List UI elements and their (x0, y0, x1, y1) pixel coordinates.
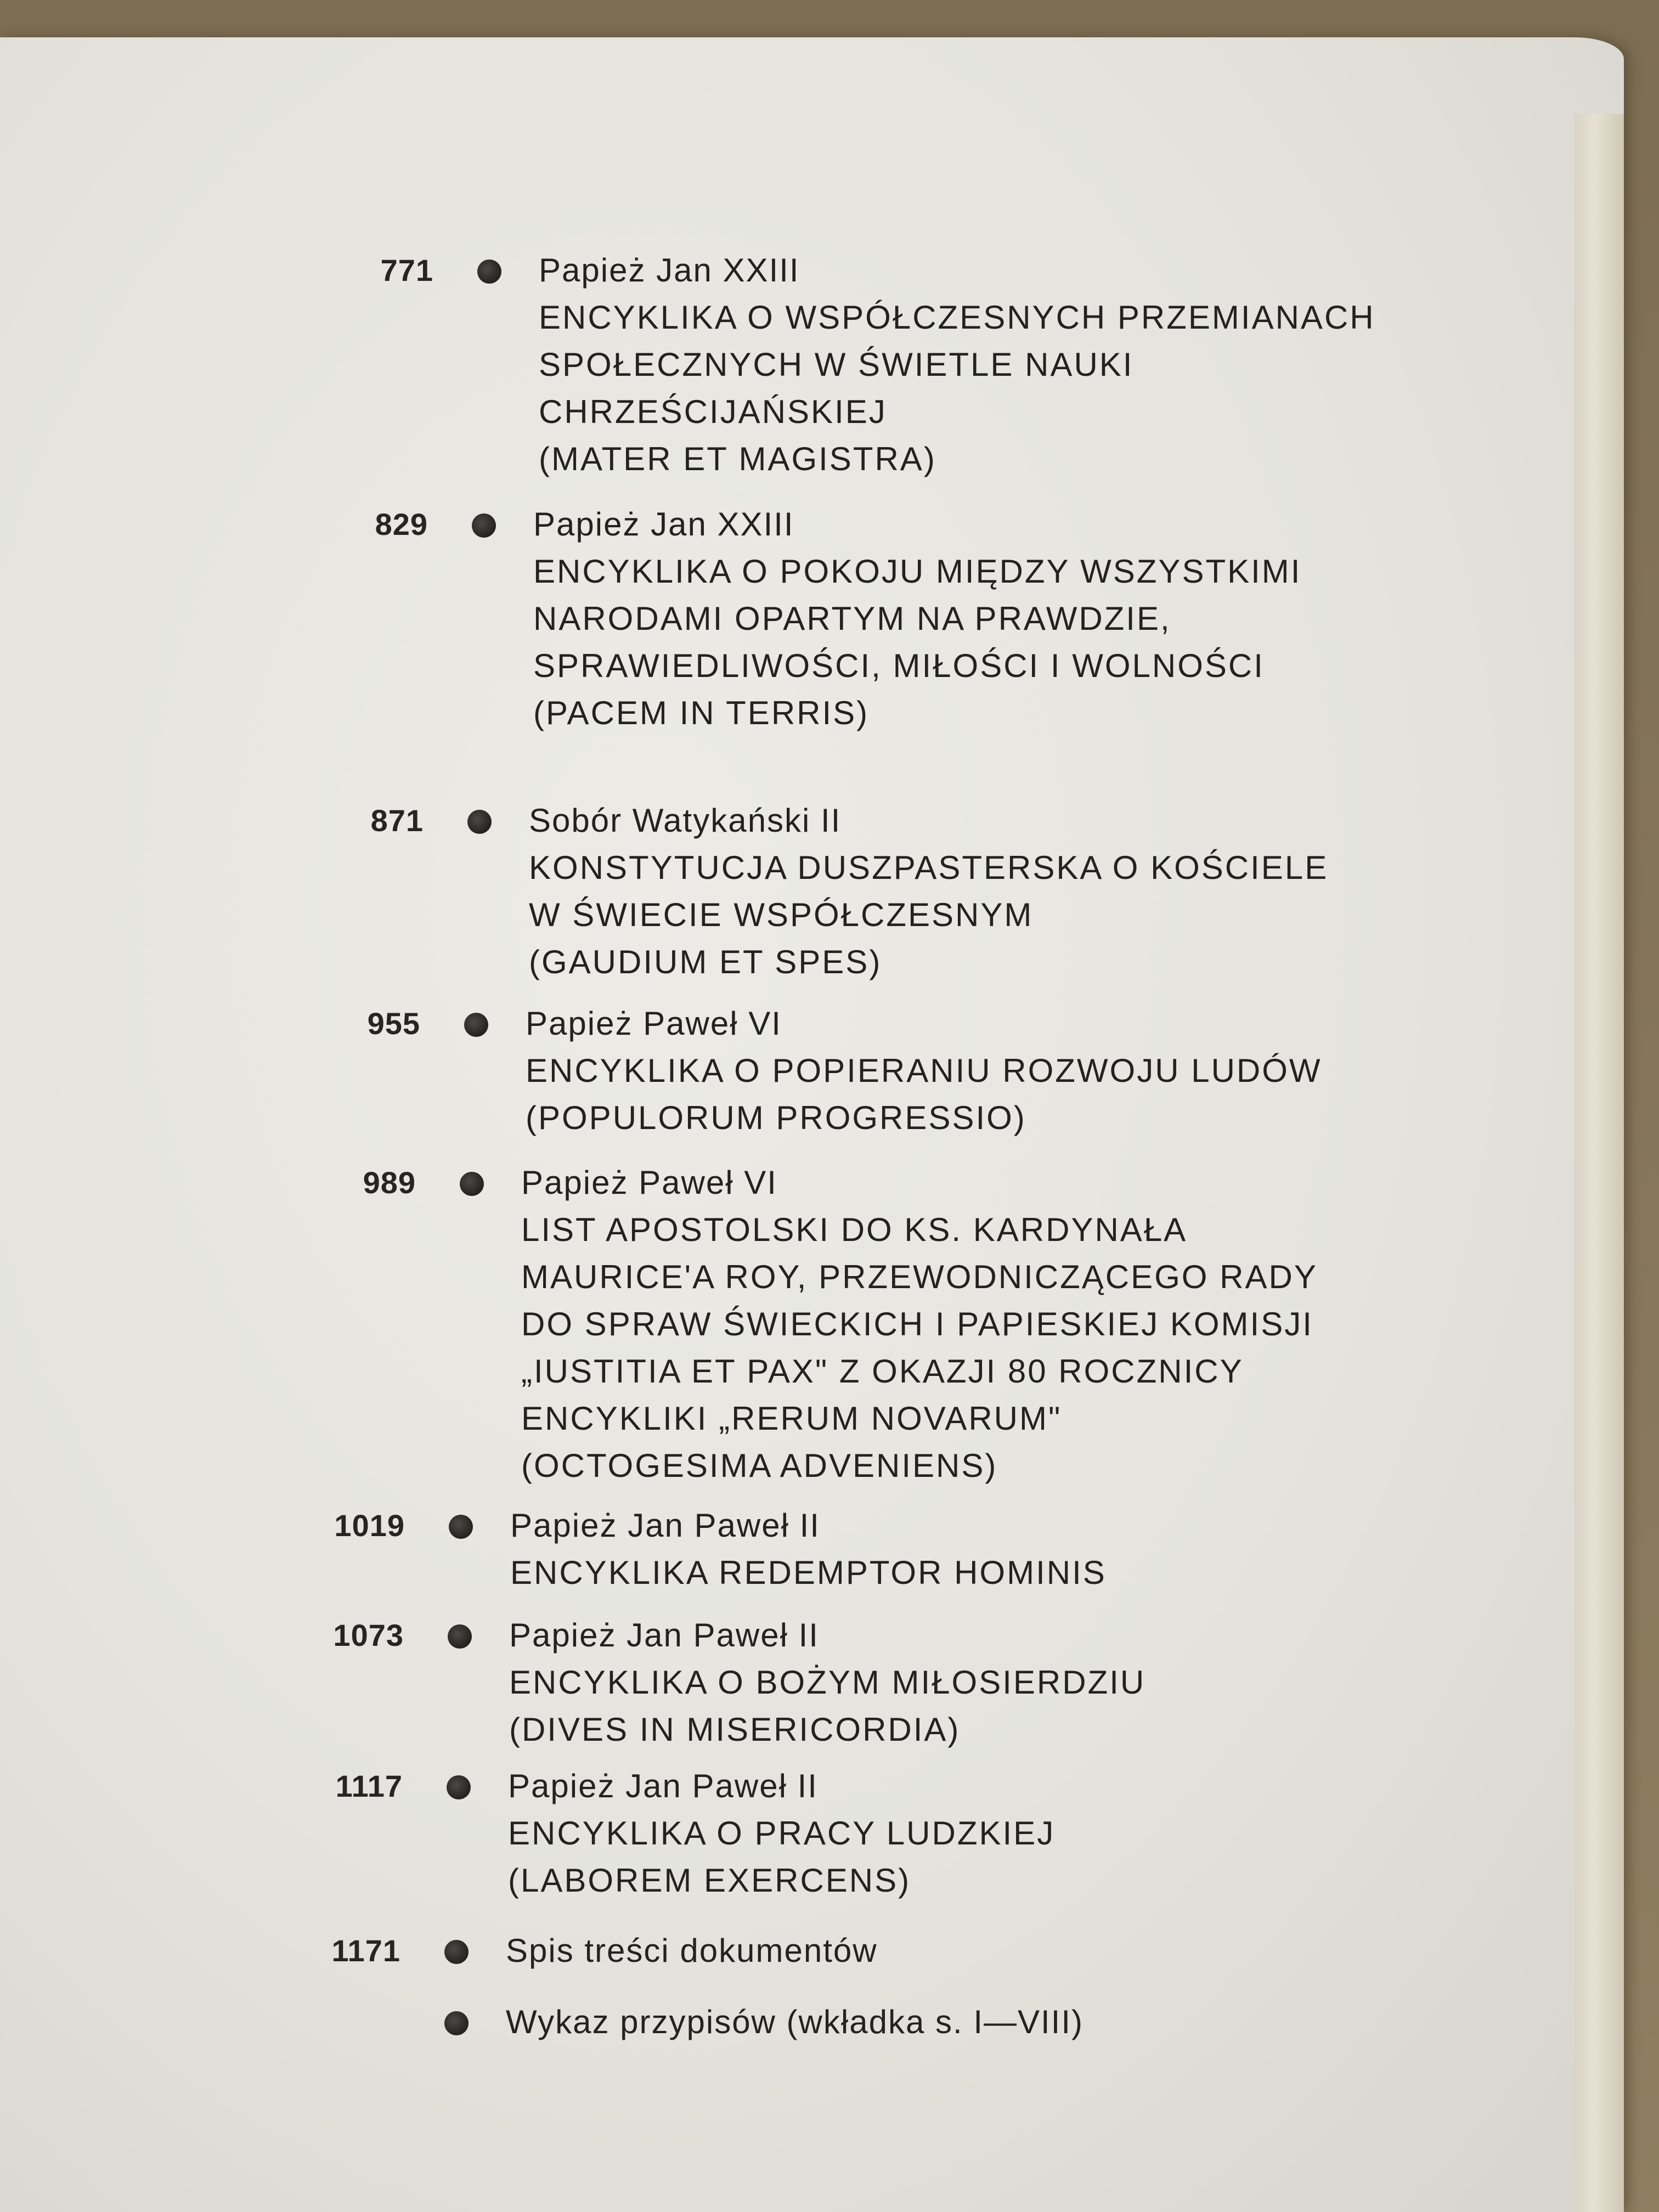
entry-title-line: MAURICE'A ROY, PRZEWODNICZĄCEGO RADY (521, 1259, 1318, 1295)
entry-title-line: CHRZEŚCIJAŃSKIEJ (539, 393, 887, 430)
bullet-icon (447, 1775, 471, 1799)
page-number: 1073 (333, 1618, 404, 1652)
entry-title-line: NARODAMI OPARTYM NA PRAWDZIE, (533, 600, 1171, 637)
bullet-icon (444, 2011, 469, 2035)
entry-title-line: (MATER ET MAGISTRA) (539, 441, 936, 477)
page-number: 771 (380, 253, 433, 287)
bullet-icon (460, 1172, 484, 1196)
page-number: 955 (367, 1006, 420, 1041)
page-number: 1117 (335, 1769, 403, 1803)
page-number: 829 (375, 507, 428, 541)
entry-author: Papież Jan Paweł II (508, 1768, 818, 1804)
entry-title-line: ENCYKLIKA O PRACY LUDZKIEJ (508, 1815, 1056, 1852)
entry-title-line: W ŚWIECIE WSPÓŁCZESNYM (529, 896, 1034, 933)
entry-title-line: ENCYKLIKA O WSPÓŁCZESNYCH PRZEMIANACH (539, 299, 1375, 336)
entry-title-line: „IUSTITIA ET PAX" Z OKAZJI 80 ROCZNICY (521, 1353, 1244, 1390)
entry-author: Papież Jan Paweł II (509, 1617, 819, 1654)
entry-title-line: (DIVES IN MISERICORDIA) (509, 1711, 961, 1748)
entry-title-line: ENCYKLIKA REDEMPTOR HOMINIS (510, 1554, 1107, 1591)
entry-title-line: (POPULORUM PROGRESSIO) (526, 1099, 1026, 1136)
entry-author: Sobór Watykański II (529, 802, 842, 839)
bullet-icon (449, 1515, 473, 1539)
entry-title-line: (OCTOGESIMA ADVENIENS) (521, 1447, 998, 1484)
entry-author: Spis treści dokumentów (506, 1932, 878, 1969)
entry-title-line: DO SPRAW ŚWIECKICH I PAPIESKIEJ KOMISJI (521, 1306, 1313, 1342)
entry-author: Papież Jan XXIII (533, 506, 794, 543)
entry-title-line: (LABOREM EXERCENS) (508, 1862, 911, 1899)
entry-author: Papież Paweł VI (526, 1005, 782, 1042)
table-of-contents (0, 37, 1624, 2212)
bullet-icon (448, 1624, 472, 1649)
page-number: 871 (370, 803, 424, 838)
bullet-icon (472, 514, 496, 538)
entry-title-line: (GAUDIUM ET SPES) (529, 944, 882, 980)
entry-author: Papież Paweł VI (521, 1164, 777, 1201)
entry-title-line: SPRAWIEDLIWOŚCI, MIŁOŚCI I WOLNOŚCI (533, 647, 1265, 684)
bullet-icon (467, 810, 492, 834)
bullet-icon (477, 259, 501, 284)
entry-title-line: ENCYKLIKA O BOŻYM MIŁOSIERDZIU (509, 1664, 1146, 1701)
entry-title-line: LIST APOSTOLSKI DO KS. KARDYNAŁA (521, 1211, 1188, 1248)
entry-author: Papież Jan XXIII (539, 252, 800, 289)
entry-title-line: (PACEM IN TERRIS) (533, 695, 870, 731)
entry-author: Wykaz przypisów (wkładka s. I—VIII) (506, 2004, 1084, 2040)
entry-title-line: ENCYKLIKA O POPIERANIU ROZWOJU LUDÓW (526, 1052, 1322, 1089)
bullet-icon (444, 1940, 469, 1964)
entry-title-line: ENCYKLIKA O POKOJU MIĘDZY WSZYSTKIMI (533, 553, 1302, 590)
page-number: 1019 (334, 1508, 405, 1543)
book-page (0, 37, 1624, 2212)
page-number: 989 (363, 1165, 416, 1200)
entry-author: Papież Jan Paweł II (510, 1507, 820, 1544)
page-number: 1171 (331, 1933, 400, 1968)
entry-title-line: KONSTYTUCJA DUSZPASTERSKA O KOŚCIELE (529, 849, 1329, 886)
bullet-icon (464, 1013, 488, 1037)
entry-title-line: SPOŁECZNYCH W ŚWIETLE NAUKI (539, 346, 1134, 383)
entry-title-line: ENCYKLIKI „RERUM NOVARUM" (521, 1400, 1062, 1437)
